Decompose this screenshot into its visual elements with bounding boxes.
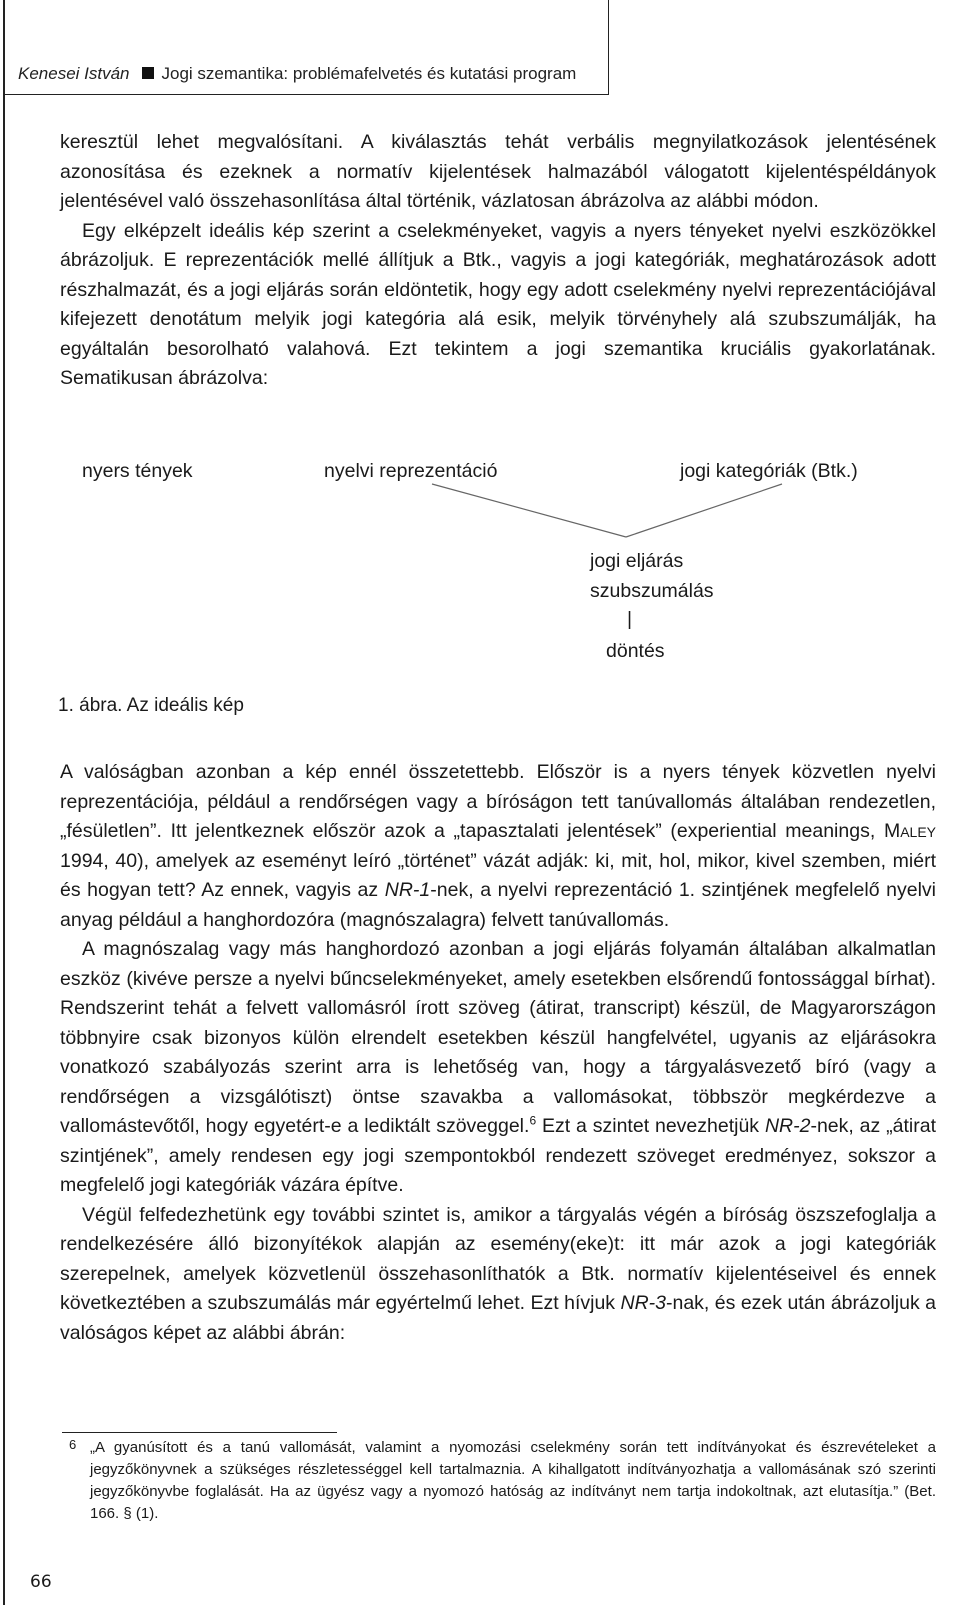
text: 1994, 40), amelyek az eseményt leíró „történet” vázát adják: ki, mit, hol, mikor, kivel szemben, miért és hogyan tett? Az ennek, vagyis az (60, 849, 936, 901)
text: -nak, és ezek után ábrázoljuk a valóságos képet az alábbi ábrán: (60, 1292, 936, 1344)
running-header (18, 64, 576, 84)
diagram-legal-categories: jogi kategóriák (Btk.) (680, 460, 858, 482)
level-label: NR-1 (384, 879, 431, 901)
text: Ezt a szintet nevezhetjük (536, 1115, 765, 1137)
text: -nek, az „átirat szintjének”, amely rendesen egy jogi szempontokból rendezett szöveget eredményez, sokszor a megfelelő jogi kategóriák vázára építve. (60, 1115, 936, 1196)
footnote-rule (62, 1432, 337, 1433)
diagram-linguistic-representation: nyelvi reprezentáció (324, 460, 498, 482)
header-title: Jogi szemantika: problémafelvetés és kutatási program (161, 64, 577, 83)
body-bottom (60, 758, 936, 1348)
connector-left (432, 484, 626, 537)
diagram-separator: | (627, 608, 633, 630)
footnote-marker: 6 (69, 1437, 77, 1452)
text: Végül felfedezhetünk egy további szintet is, amikor a tárgyalás végén a bíróság öszszefoglalja a rendelkezésére álló bizonyítékok alapján az esemény(eke)t: itt már azok a jogi kategóriák szerepelnek, amelyek közvetlenül összehasonlíthatók a Btk. normatív kijelentéseivel és ennek következtében a szubszumálás már egyértelmű lehet. Ezt hívjuk (60, 1203, 936, 1314)
footnote (69, 1437, 936, 1525)
paragraph-final (60, 1201, 936, 1349)
paragraph-continuation: keresztül lehet megvalósítani. A kiválasztás tehát verbális megnyilatkozások jelentésének azonosítása és ezeknek a normatív kijelentések halmazából válogatott kijelentéspéldányok jelentésével való összehasonlítása által történik, vázlatosan ábrázolva az alábbi módon. (60, 131, 936, 212)
level-label: NR-3 (620, 1292, 666, 1314)
text: A magnószalag vagy más hanghordozó azonban a jogi eljárás folyamán általában alkalmatlan eszköz (kivéve persze a nyelvi bűncselekményeket, amely esetekben elsőrendű fontossággal bírhat). Rendszerint tehát a felvett vallomásról írott szöveg (átirat, transcript) készül, de Magyarországon többnyire csak bizonyos külön elrendelt esetekben készül hangfelvétel, ugyanis az eljárásokra vonatkozó szabályozás szerint arra is lehetőség van, hogy a tárgyalásvezető bíró (vagy a rendőrségen a vizsgálótiszt) öntse szavakba a vallomásokat, többször megkérdezve a vallomástevőtől, hogy egyetért-e a lediktált szöveggel. (60, 938, 936, 1137)
page-number: 66 (30, 1572, 52, 1592)
footnote-text: „A gyanúsított és a tanú vallomását, valamint a nyomozási cselekmény során tett indítványokat és észrevételeket a jegyzőkönyvnek a szükséges részletességgel kell tartalmaznia. A kihallgatott indítványozhatja a vallomásának szó szerinti jegyzőkönyvbe foglalását. Ha az ügyész vagy a nyomozó hatóság az indítványt nem tartja indokoltnak, azt elutasítja.” (Bet. 166. § (1). (90, 1439, 936, 1522)
connector-right (626, 484, 782, 537)
header-author: Kenesei István (18, 64, 130, 83)
text: A valóságban azonban a kép ennél összetettebb. Először is a nyers tények közvetlen nyelvi reprezentációja, például a rendőrségen vagy a bíróságon tett tanúvallomás általában rendezetlen, „fésületlen”. Itt jelentkeznek először azok a „tapasztalati jelentések” (experiential meanings, (60, 761, 936, 842)
page-frame-left (3, 0, 5, 1605)
cited-author: Maley (883, 820, 936, 842)
diagram-subsumption: szubszumálás (590, 580, 714, 602)
square-bullet-icon (142, 67, 154, 79)
diagram-decision: döntés (606, 640, 665, 662)
level-label: NR-2 (764, 1115, 811, 1137)
diagram-raw-facts: nyers tények (82, 460, 193, 482)
diagram-legal-procedure: jogi eljárás (590, 550, 684, 572)
figure-caption: 1. ábra. Az ideális kép (58, 695, 244, 716)
body-top (60, 128, 936, 394)
paragraph-tape (60, 935, 936, 1201)
paragraph-ideal-image: Egy elképzelt ideális kép szerint a cselekményeket, vagyis a nyers tényeket nyelvi eszközökkel ábrázoljuk. E reprezentációk mellé állítjuk a Btk., vagyis a jogi kategóriák, meghatározások adott részhalmazát, és a jogi eljárás során eldöntetik, hogy egy adott cselekmény nyelvi reprezentációjával kifejezett denotátum melyik jogi kategória alá esik, melyik törvényhely alá szubszumálják, ha egyáltalán besorolható valahová. Ezt tekintem a jogi szemantika kruciális gyakorlatának. Sematikusan ábrázolva: (60, 219, 936, 389)
footnote-reference[interactable]: 6 (529, 1113, 537, 1128)
text: -nek, a nyelvi reprezentáció 1. szintjének megfelelő nyelvi anyag például a hanghordozóra (magnószalagra) felvett tanúvallomás. (60, 879, 936, 931)
paragraph-reality (60, 758, 936, 935)
